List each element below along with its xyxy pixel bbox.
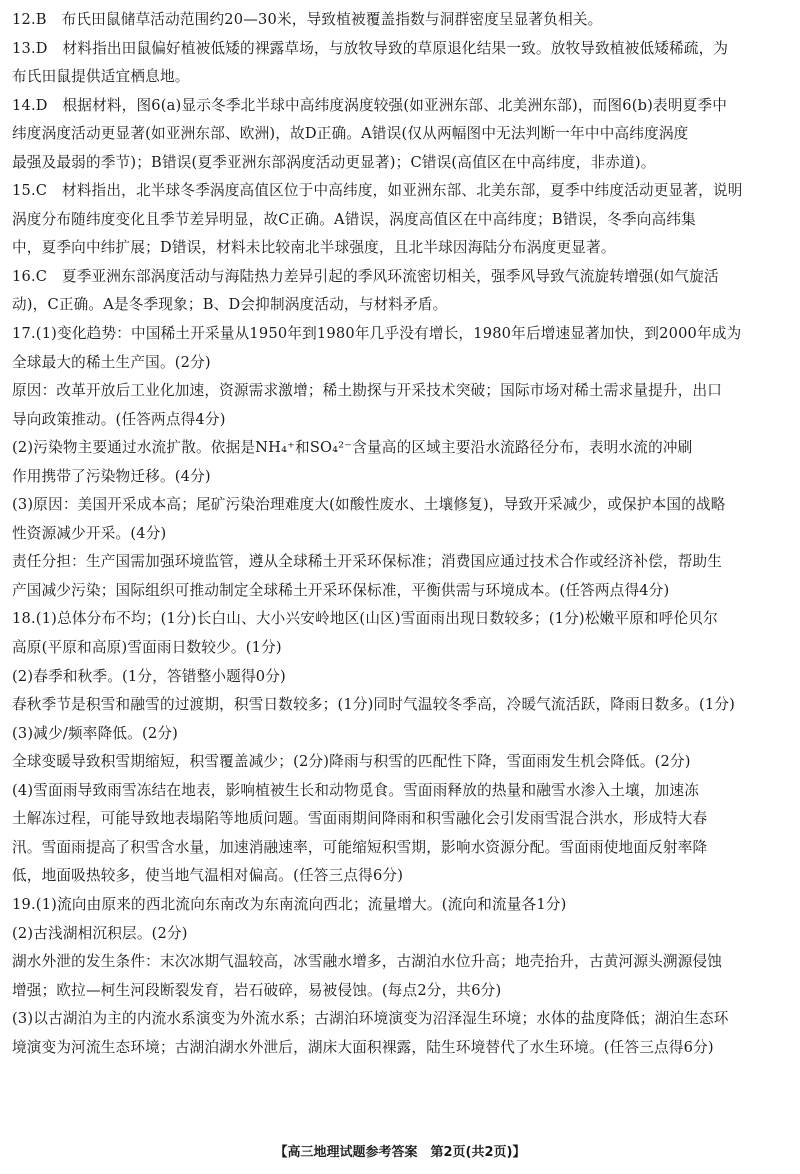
text-line: (2)春季和秋季。(1分，答错整小题得0分) <box>12 667 286 685</box>
text-line: (4)雪面雨导致雨雪冻结在地表，影响植被生长和动物觅食。雪面雨释放的热量和融雪水渗入土壤，加速冻 <box>12 781 699 799</box>
text-line: 产国减少污染；国际组织可推动制定全球稀土开采环保标准，平衡供需与环境成本。(任答两点得4分) <box>12 581 670 599</box>
text-line <box>12 1062 788 1091</box>
text-line: 原因：改革开放后工业化加速，资源需求激增；稀土勘探与开采技术突破；国际市场对稀土需求量提升，出口 <box>12 382 723 400</box>
text-line <box>12 1091 788 1120</box>
answer-text-body <box>12 6 788 1119</box>
text-line: 17.(1)变化趋势：中国稀土开采量从1950年到1980年几乎没有增长，1980年后增速显著加快，到2000年成为 <box>12 325 742 343</box>
text-line: 高原(平原和高原)雪面雨日数较少。(1分) <box>12 639 282 657</box>
text-line: 中，夏季向中纬扩展；D错误，材料未比较南北半球强度，且北半球因海陆分布涡度更显著。 <box>12 239 616 257</box>
text-line: 16.C 夏季亚洲东部涡度活动与海陆热力差异引起的季风环流密切相关，强季风导致气流旋转增强(如气旋活 <box>12 267 719 285</box>
text-line: 性资源减少开采。(4分) <box>12 524 167 542</box>
text-line: 13.D 材料指出田鼠偏好植被低矮的裸露草场，与放牧导致的草原退化结果一致。放牧导致植被低矮稀疏，为 <box>12 39 729 57</box>
text-line: (3)原因：美国开采成本高；尾矿污染治理难度大(如酸性废水、土壤修复)，导致开采减少，或保护本国的战略 <box>12 496 726 514</box>
text-line: 布氏田鼠提供适宜栖息地。 <box>12 68 190 86</box>
text-line: (3)减少/频率降低。(2分) <box>12 724 179 742</box>
text-line: 土解冻过程，可能导致地表塌陷等地质问题。雪面雨期间降雨和积雪融化会引发雨雪混合洪水，形成特大春 <box>12 810 708 828</box>
text-line: 增强；欧拉—柯生河段断裂发育，岩石破碎，易被侵蚀。(每点2分，共6分) <box>12 981 502 999</box>
text-line: 全球变暖导致积雪期缩短，积雪覆盖减少；(2分)降雨与积雪的匹配性下降，雪面雨发生机会降低。(2分) <box>12 753 691 771</box>
text-line: 作用携带了污染物迁移。(4分) <box>12 467 211 485</box>
text-line: (2)污染物主要通过水流扩散。依据是NH₄⁺和SO₄²⁻含量高的区域主要沿水流路径分布，表明水流的冲刷 <box>12 439 693 457</box>
text-line: 最强及最弱的季节)；B错误(夏季亚洲东部涡度活动更显著)；C错误(高值区在中高纬度，非赤道)。 <box>12 153 656 171</box>
text-line: 责任分担：生产国需加强环境监管，遵从全球稀土开采环保标准；消费国应通过技术合作或经济补偿，帮助生 <box>12 553 723 571</box>
text-line: 18.(1)总体分布不均；(1分)长白山、大小兴安岭地区(山区)雪面雨出现日数较多；(1分)松嫩平原和呼伦贝尔 <box>12 610 718 628</box>
text-line: 导向政策推动。(任答两点得4分) <box>12 410 226 428</box>
text-line: 涡度分布随纬度变化且季节差异明显，故C正确。A错误，涡度高值区在中高纬度；B错误，冬季向高纬集 <box>12 210 696 228</box>
text-line: 境演变为河流生态环境；古湖泊湖水外泄后，湖床大面积裸露，陆生环境替代了水生环境。(任答三点得6分) <box>12 1038 714 1056</box>
text-line: 14.D 根据材料，图6(a)显示冬季北半球中高纬度涡度较强(如亚洲东部、北美洲东部)，而图6(b)表明夏季中 <box>12 96 728 114</box>
text-line: 19.(1)流向由原来的西北流向东南改为东南流向西北；流量增大。(流向和流量各1分) <box>12 895 567 913</box>
text-line: 全球最大的稀土生产国。(2分) <box>12 353 211 371</box>
text-line: 低，地面吸热较多，使当地气温相对偏高。(任答三点得6分) <box>12 867 404 885</box>
page-footer: 【高三地理试题参考答案 第2页(共2页)】 <box>274 1145 526 1160</box>
text-line: 春秋季节是积雪和融雪的过渡期，积雪日数较多；(1分)同时气温较冬季高，冷暖气流活跃，降雨日数多。(1分) <box>12 696 736 714</box>
text-line: 纬度涡度活动更显著(如亚洲东部、欧洲)，故D正确。A错误(仅从两幅图中无法判断一年中中高纬度涡度 <box>12 125 689 143</box>
text-line: 汛。雪面雨提高了积雪含水量，加速消融速率，可能缩短积雪期，影响水资源分配。雪面雨使地面反射率降 <box>12 838 708 856</box>
text-line: (2)古浅湖相沉积层。(2分) <box>12 924 188 942</box>
text-line: 动)，C正确。A是冬季现象；B、D会抑制涡度活动，与材料矛盾。 <box>12 296 448 314</box>
text-line: 15.C 材料指出，北半球冬季涡度高值区位于中高纬度，如亚洲东部、北美东部，夏季中纬度活动更显著，说明 <box>12 182 743 200</box>
text-line: 12.B 布氏田鼠储草活动范围约20—30米，导致植被覆盖指数与洞群密度呈显著负相关。 <box>12 11 603 28</box>
text-line: (3)以古湖泊为主的内流水系演变为外流水系；古湖泊环境演变为沼泽湿生环境；水体的盐度降低；湖泊生态环 <box>12 1010 729 1028</box>
text-line: 湖水外泄的发生条件：末次冰期气温较高，冰雪融水增多，古湖泊水位升高；地壳抬升，古黄河源头溯源侵蚀 <box>12 953 723 971</box>
